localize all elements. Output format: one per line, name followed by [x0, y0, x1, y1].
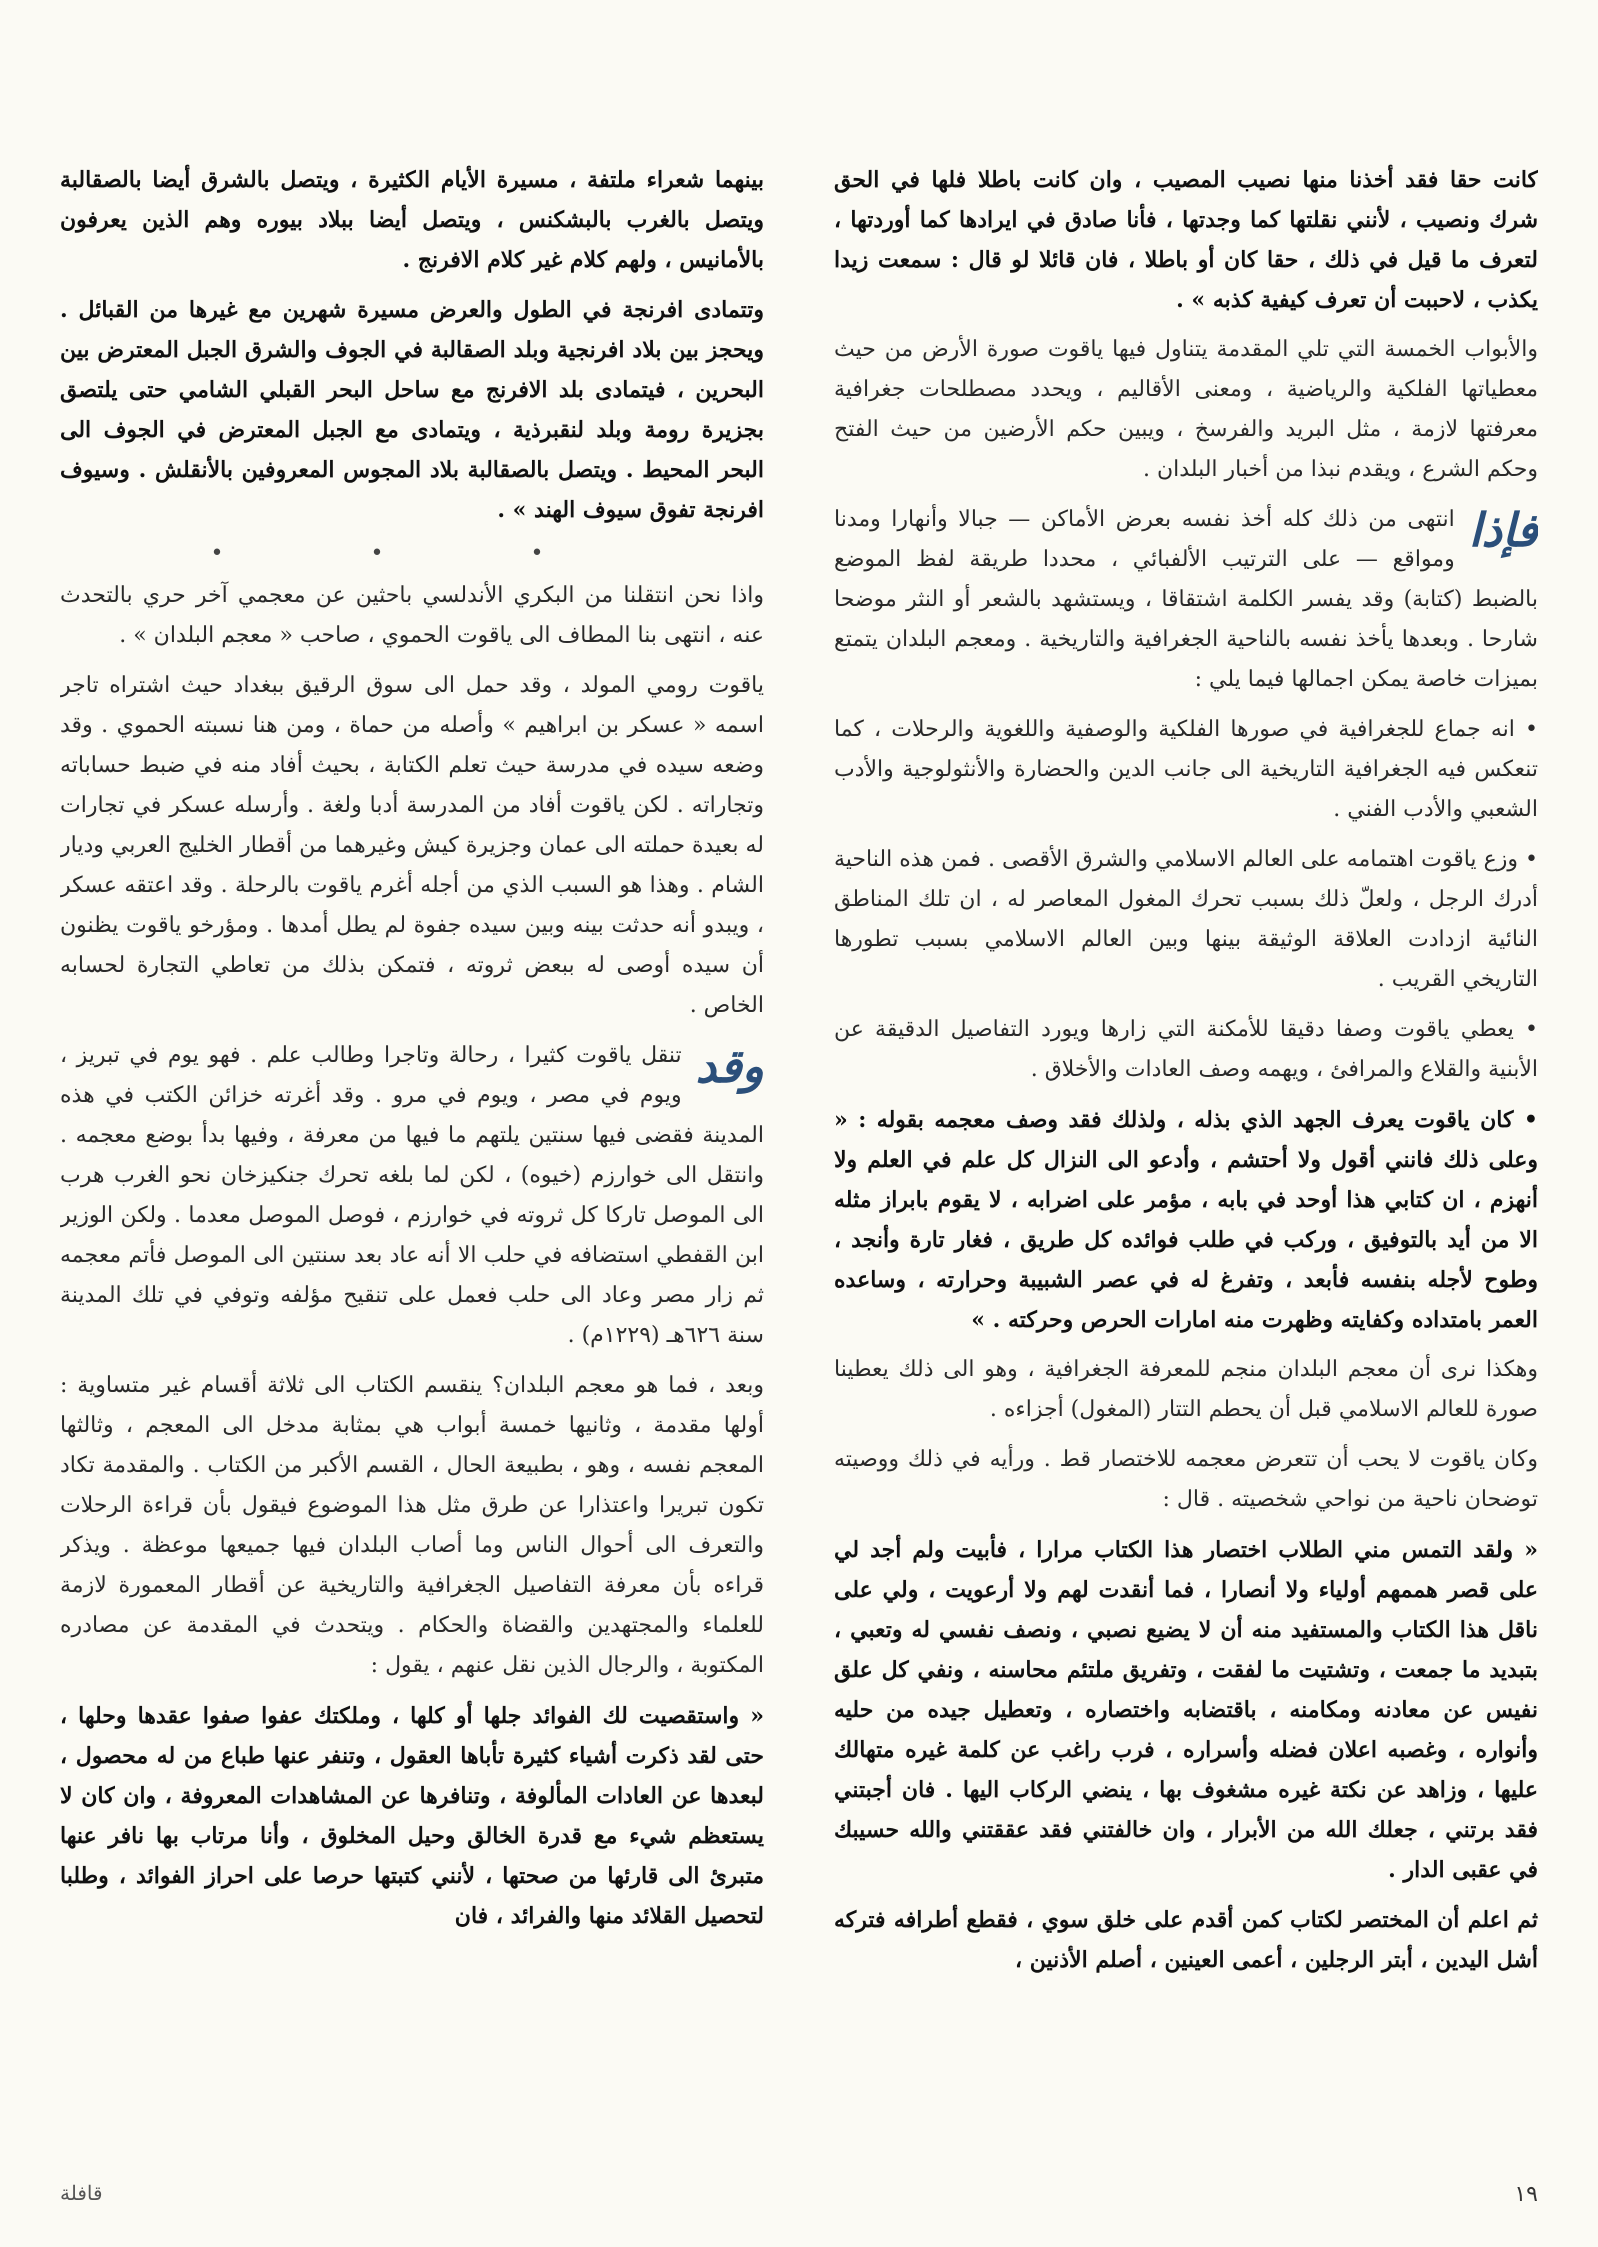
paragraph-text: تنقل ياقوت كثيرا ، رحالة وتاجرا وطالب علم . فهو يوم في تبريز ، ويوم في مصر ، ويوم في مرو . وقد أغرته خزائن الكتب في هذه المدينة فقضى فيها سنتين يلتهم ما فيها من معرفة ، وفيها بدأ بوضع معجمه . وانتقل الى خوارزم (خيوه) ، لكن لما بلغه تحرك جنكيزخان نحو الغرب هرب الى الموصل تاركا كل ثروته في خوارزم ، فوصل الموصل معدما . ولكن الوزير ابن القفطي استضافه في حلب الا أنه عاد بعد سنتين الى الموصل فأتم معجمه ثم زار مصر وعاد الى حلب فعمل على تنقيح مؤلفه وتوفي في تلك المدينة سنة ٦٢٦هـ (١٢٢٩م) .: [60, 1043, 764, 1348]
paragraph: [60, 1036, 764, 1356]
magazine-logo: قافلة: [60, 2181, 103, 2205]
paragraph: وبعد ، فما هو معجم البلدان؟ ينقسم الكتاب الى ثلاثة أقسام غير متساوية : أولها مقدمة ، وثانيها خمسة أبواب هي بمثابة مدخل الى المعجم ، وثالثها المعجم نفسه ، وهو ، بطبيعة الحال ، القسم الأكبر من الكتاب . والمقدمة تكاد تكون تبريرا واعتذارا عن طرق مثل هذا الموضوع فيقول بأن قراءة الرحلات والتعرف الى أحوال الناس وما أصاب البلدان فيها جميعها موعظة . ويذكر قراءه بأن معرفة التفاصيل الجغرافية والتاريخية عن أقطار المعمورة لازمة للعلماء والمجتهدين والقضاة والحكام . ويتحدث في المقدمة عن مصادره المكتوبة ، والرجال الذين نقل عنهم ، يقول :: [60, 1373, 764, 1678]
quote-paragraph: « واستقصيت لك الفوائد جلها أو كلها ، وملكتك عفوا صفوا عقدها وحلها ، حتى لقد ذكرت أشياء كثيرة تأباها العقول ، وتنفر عنها طباع من له محصول ، لبعدها عن العادات المألوفة ، وتنافرها عن المشاهدات المعروفة ، وان كان لا يستعظم شيء مع قدرة الخالق وحيل المخلوق ، وأنا مرتاب بها نافر عنها متبرئ الى قارئها من صحتها ، لأنني كتبتها حرصا على احراز الفوائد ، وطلبا لتحصيل القلائد منها والفرائد ، فان: [60, 1703, 764, 1929]
quote-paragraph: ثم اعلم أن المختصر لكتاب كمن أقدم على خلق سوي ، فقطع أطرافه فتركه أشل اليدين ، أبتر الرجلين ، أعمى العينين ، أصلم الأذنين ،: [834, 1907, 1538, 1973]
section-separator: • • •: [210, 541, 614, 566]
list-item: • يعطي ياقوت وصفا دقيقا للأمكنة التي زارها ويورد التفاصيل الدقيقة عن الأبنية والقلاع والمرافئ ، ويهمه وصف العادات والأخلاق .: [834, 1017, 1538, 1082]
paragraph: واذا نحن انتقلنا من البكري الأندلسي باحثين عن معجمي آخر حري بالتحدث عنه ، انتهى بنا المطاف الى ياقوت الحموي ، صاحب « معجم البلدان » .: [60, 583, 764, 648]
paragraph: وكان ياقوت لا يحب أن تتعرض معجمه للاختصار قط . ورأيه في ذلك ووصيته توضحان ناحية من نواحي شخصيته . قال :: [834, 1447, 1538, 1512]
paragraph-text: انتهى من ذلك كله أخذ نفسه بعرض الأماكن — جبالا وأنهارا ومدنا ومواقع — على الترتيب الألفبائي ، محددا طريقة لفظ الموضع بالضبط (كتابة) وقد يفسر الكلمة اشتقاقا ، ويستشهد بالشعر أو النثر موضحا شارحا . وبعدها يأخذ نفسه بالناحية الجغرافية والتاريخية . ومعجم البلدان يتمتع بميزات خاصة يمكن اجمالها فيما يلي :: [834, 507, 1538, 692]
paragraph: والأبواب الخمسة التي تلي المقدمة يتناول فيها ياقوت صورة الأرض من حيث معطياتها الفلكية والرياضية ، ومعنى الأقاليم ، ويحدد مصطلحات جغرافية معرفتها لازمة ، مثل البريد والفرسخ ، ويبين حكم الأرضين من حيث الفتح وحكم الشرع ، ويقدم نبذا من أخبار البلدان .: [834, 337, 1538, 482]
quote-paragraph: « ولقد التمس مني الطلاب اختصار هذا الكتاب مرارا ، فأبيت ولم أجد لي على قصر هممهم أولياء ولا أنصارا ، فما أنقدت لهم ولا أرعويت ، ولي على ناقل هذا الكتاب والمستفيد منه أن لا يضيع نصبي ، ونصف نفسي له وتعبي ، بتبديد ما جمعت ، وتشتيت ما لفقت ، وتفريق ملتئم محاسنه ، ونفي كل علق نفيس عن معادنه ومكامنه ، باقتضابه واختصاره ، وتعطيل جيده من حليه وأنواره ، وغصبه اعلان فضله وأسراره ، فرب راغب عن كلمة غيره متهالك عليها ، وزاهد عن نكتة غيره مشغوف بها ، ينضي الركاب اليها . فان أجبتني فقد برتني ، جعلك الله من الأبرار ، وان خالفتني فقد عققتني والله حسيبك في عقبى الدار .: [834, 1537, 1538, 1883]
paragraph: وهكذا نرى أن معجم البلدان منجم للمعرفة الجغرافية ، وهو الى ذلك يعطينا صورة للعالم الاسلامي قبل أن يحطم التتار (المغول) أجزاءه .: [834, 1357, 1538, 1422]
list-item: • انه جماع للجغرافية في صورها الفلكية والوصفية واللغوية والرحلات ، كما تنعكس فيه الجغرافية التاريخية الى جانب الدين والحضارة والأنثولوجية والأدب الشعبي والأدب الفني .: [834, 717, 1538, 822]
paragraph: وتتمادى افرنجة في الطول والعرض مسيرة شهرين مع غيرها من القبائل . ويحجز بين بلاد افرنجية وبلد الصقالبة في الجوف والشرق الجبل المعترض بين البحرين ، فيتمادى بلد الافرنج مع ساحل البحر القبلي الشامي حتى يلتصق بجزيرة رومة وبلد لنقبرذية ، ويتمادى مع الجبل المعترض في الجوف الى البحر المحيط . ويتصل بالصقالبة بلاد المجوس المعروفين بالأنقلش . وسيوف افرنجة تفوق سيوف الهند » .: [60, 297, 764, 523]
right-column: [60, 160, 764, 2137]
paragraph: بينهما شعراء ملتفة ، مسيرة الأيام الكثيرة ، ويتصل بالشرق أيضا بالصقالبة ويتصل بالغرب بالبشكنس ، ويتصل أيضا ببلاد بيوره وهم الذين يعرفون بالأمانيس ، ولهم كلام غير كلام الافرنج .: [60, 167, 764, 273]
paragraph: ياقوت رومي المولد ، وقد حمل الى سوق الرقيق ببغداد حيث اشتراه تاجر اسمه « عسكر بن ابراهيم » وأصله من حماة ، ومن هنا نسبته الحموي . وقد وضعه سيده في مدرسة حيث تعلم الكتابة ، بحيث أفاد منه في ضبط حساباته وتجاراته . لكن ياقوت أفاد من المدرسة أدبا ولغة . وأرسله عسكر في تجارات له بعيدة حملته الى عمان وجزيرة كيش وغيرهما من أقطار الخليج العربي وديار الشام . وهذا هو السبب الذي من أجله أغرم ياقوت بالرحلة . وقد اعتقه عسكر ، ويبدو أنه حدثت بينه وبين سيده جفوة لم يطل أمدها . ومؤرخو ياقوت يظنون أن سيده أوصى له ببعض ثروته ، فتمكن بذلك من تعاطي التجارة لحسابه الخاص .: [60, 673, 764, 1018]
left-column: [834, 160, 1538, 2137]
list-item: • كان ياقوت يعرف الجهد الذي بذله ، ولذلك فقد وصف معجمه بقوله : « وعلى ذلك فانني أقول ولا أحتشم ، وأدعو الى النزال كل علم في العلم ولا أنهزم ، ان كتابي هذا أوحد في بابه ، مؤمر على اضرابه ، لا يقوم بابراز مثله الا من أيد بالتوفيق ، وركب في طلب فوائده كل طريق ، فغار تارة وأنجد ، وطوح لأجله بنفسه فأبعد ، وتفرغ له في عصر الشبيبة وحرارته ، وساعده العمر بامتداده وكفايته وظهرت منه امارات الحرص وحركته . »: [834, 1107, 1538, 1333]
list-item: • وزع ياقوت اهتمامه على العالم الاسلامي والشرق الأقصى . فمن هذه الناحية أدرك الرجل ، ولعلّ ذلك بسبب تحرك المغول المعاصر له ، ان تلك المناطق النائية ازدادت العلاقة الوثيقة بينها وبين العالم الاسلامي بسبب تطورها التاريخي القريب .: [834, 847, 1538, 992]
dropcap-word: فإذا: [1468, 503, 1538, 557]
two-column-text: [60, 160, 1538, 2137]
dropcap-word: وقد: [695, 1039, 764, 1093]
paragraph: كانت حقا فقد أخذنا منها نصيب المصيب ، وان كانت باطلا فلها في الحق شرك ونصيب ، لأنني نقلتها كما وجدتها ، فأنا صادق في ايرادها كما أوردتها ، لتعرف ما قيل في ذلك ، حقا كان أو باطلا ، فان قائلا لو قال : سمعت زيدا يكذب ، لاحببت أن تعرف كيفية كذبه » .: [834, 167, 1538, 313]
page-number: ١٩: [1514, 2182, 1538, 2207]
paragraph: [834, 500, 1538, 700]
